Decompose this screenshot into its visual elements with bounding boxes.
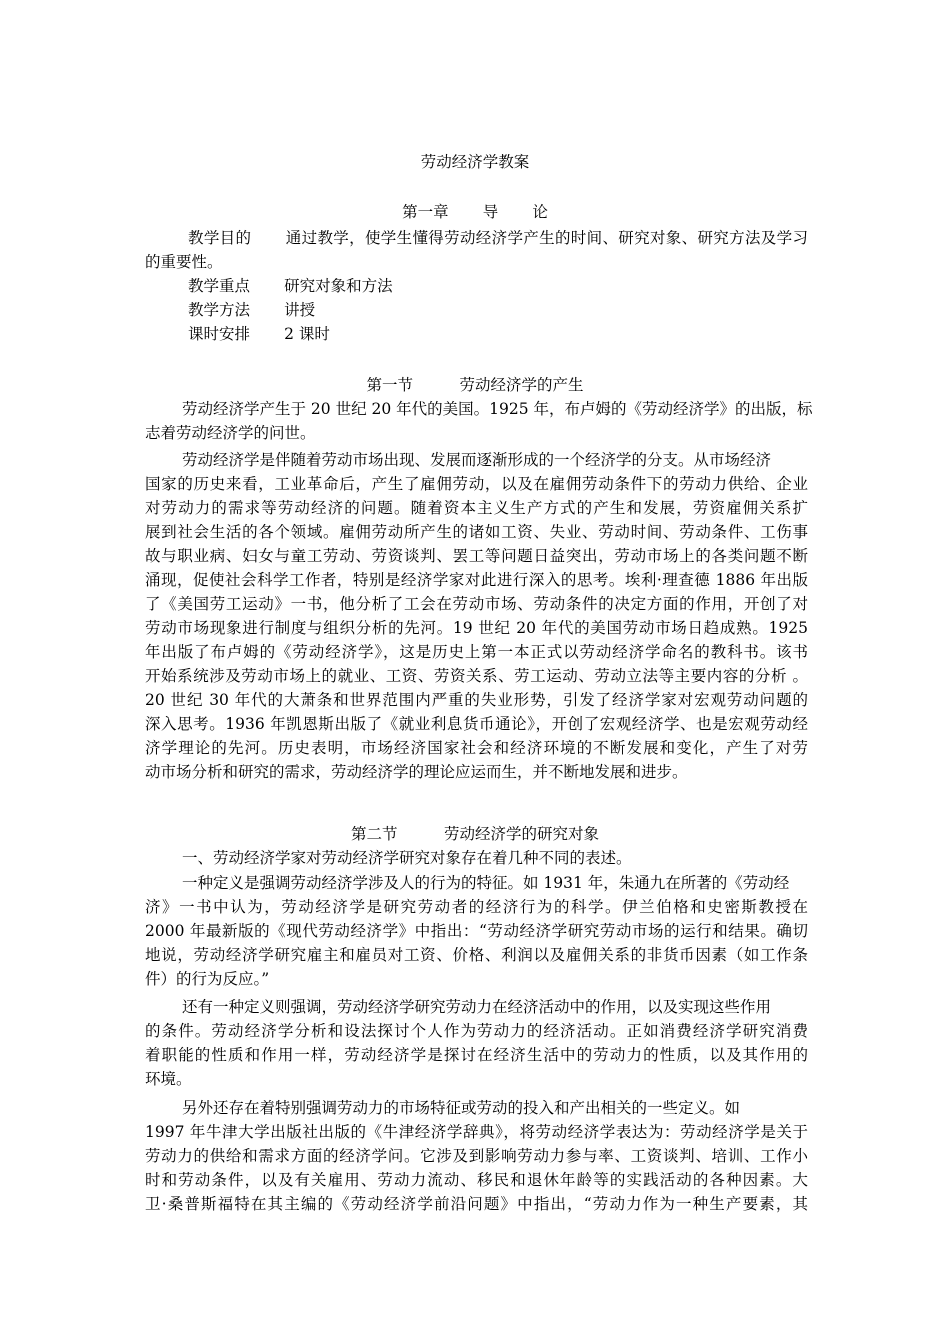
chapter-heading: 第一章 导 论 (402, 203, 548, 221)
paragraph-line: 另外还存在着特别强调劳动力的市场特征或劳动的投入和产出相关的一些定义。如 (182, 1099, 741, 1117)
teaching-goal-cont: 的重要性。 (145, 253, 223, 271)
paragraph-line: 涌现，促使社会科学工作者，特别是经济学家对此进行深入的思考。埃利·理查德 1886 年出版 (145, 571, 808, 589)
paragraph-line: 的条件。劳动经济学分析和设法探讨个人作为劳动力的经济活动。正如消费经济学研究消费 (145, 1022, 808, 1040)
paragraph-line: 环境。 (145, 1070, 192, 1088)
teaching-method: 教学方法 讲授 (188, 301, 316, 319)
paragraph-line: 件）的行为反应。” (145, 970, 270, 988)
paragraph-line: 2000 年最新版的《现代劳动经济学》中指出：“劳动经济学研究劳动市场的运行和结果。确切 (145, 922, 808, 940)
paragraph-line: 卫·桑普斯福特在其主编的《劳动经济学前沿问题》中指出，“劳动力作为一种生产要素，其 (145, 1195, 808, 1213)
paragraph-line: 一种定义是强调劳动经济学涉及人的行为的特征。如 1931 年，朱通九在所著的《劳动经 (182, 874, 790, 892)
paragraph-line: 时和劳动条件，以及有关雇用、劳动力流动、移民和退休年龄等的实践活动的各种因素。大 (145, 1171, 808, 1189)
class-hours: 课时安排 2 课时 (188, 325, 330, 343)
paragraph-line: 对劳动力的需求等劳动经济的问题。随着资本主义生产方式的产生和发展，劳资雇佣关系扩 (145, 499, 808, 517)
paragraph-line: 1997 年牛津大学出版社出版的《牛津经济学辞典》，将劳动经济学表达为：劳动经济学是关于 (145, 1123, 808, 1141)
paragraph-line: 劳动力的供给和需求方面的经济学问。它涉及到影响劳动力参与率、工资谈判、培训、工作小 (145, 1147, 808, 1165)
paragraph-line: 济》一书中认为，劳动经济学是研究劳动者的经济行为的科学。伊兰伯格和史密斯教授在 (145, 898, 808, 916)
paragraph-line: 劳动市场现象进行制度与组织分析的先河。19 世纪 20 年代的美国劳动市场日趋成熟。1925 (145, 619, 808, 637)
paragraph-line: 深入思考。1936 年凯恩斯出版了《就业利息货币通论》，开创了宏观经济学、也是宏观劳动经 (145, 715, 808, 733)
paragraph-line: 20 世纪 30 年代的大萧条和世界范围内严重的失业形势，引发了经济学家对宏观劳动问题的 (145, 691, 808, 709)
paragraph-line: 展到社会生活的各个领域。雇佣劳动所产生的诸如工资、失业、劳动时间、劳动条件、工伤事 (145, 523, 808, 541)
paragraph-line: 济学理论的先河。历史表明，市场经济国家社会和经济环境的不断发展和变化，产生了对劳 (145, 739, 808, 757)
paragraph-line: 国家的历史来看，工业革命后，产生了雇佣劳动，以及在雇佣劳动条件下的劳动力供给、企业 (145, 475, 808, 493)
document-title: 劳动经济学教案 (420, 153, 530, 171)
paragraph-line: 劳动经济学是伴随着劳动市场出现、发展而逐渐形成的一个经济学的分支。从市场经济 (182, 451, 772, 469)
paragraph-line: 了《美国劳工运动》一书，他分析了工会在劳动市场、劳动条件的决定方面的作用，开创了对 (145, 595, 808, 613)
section-2-heading: 第二节 劳动经济学的研究对象 (350, 825, 600, 843)
paragraph-line: 故与职业病、妇女与童工劳动、劳资谈判、罢工等问题日益突出，劳动市场上的各类问题不断 (145, 547, 808, 565)
teaching-focus: 教学重点 研究对象和方法 (188, 277, 393, 295)
paragraph-line: 地说，劳动经济学研究雇主和雇员对工资、价格、利润以及雇佣关系的非货币因素（如工作条 (145, 946, 808, 964)
teaching-goal: 教学目的 通过教学，使学生懂得劳动经济学产生的时间、研究对象、研究方法及学习 (188, 229, 808, 247)
paragraph-line: 年出版了布卢姆的《劳动经济学》，这是历史上第一本正式以劳动经济学命名的教科书。该书 (145, 643, 808, 661)
paragraph-line: 动市场分析和研究的需求，劳动经济学的理论应运而生，并不断地发展和进步。 (145, 763, 688, 781)
paragraph-line: 着职能的性质和作用一样，劳动经济学是探讨在经济生活中的劳动力的性质，以及其作用的 (145, 1046, 808, 1064)
paragraph-line: 劳动经济学产生于 20 世纪 20 年代的美国。1925 年，布卢姆的《劳动经济学》的出版，标 (182, 400, 813, 418)
paragraph-line: 开始系统涉及劳动市场上的就业、工资、劳资关系、劳工运动、劳动立法等主要内容的分析 。 (145, 667, 808, 685)
paragraph-line: 志着劳动经济学的问世。 (145, 424, 316, 442)
paragraph-line: 还有一种定义则强调，劳动经济学研究劳动力在经济活动中的作用，以及实现这些作用 (182, 998, 772, 1016)
paragraph-line: 一、劳动经济学家对劳动经济学研究对象存在着几种不同的表述。 (182, 849, 632, 867)
section-1-heading: 第一节 劳动经济学的产生 (366, 376, 584, 394)
